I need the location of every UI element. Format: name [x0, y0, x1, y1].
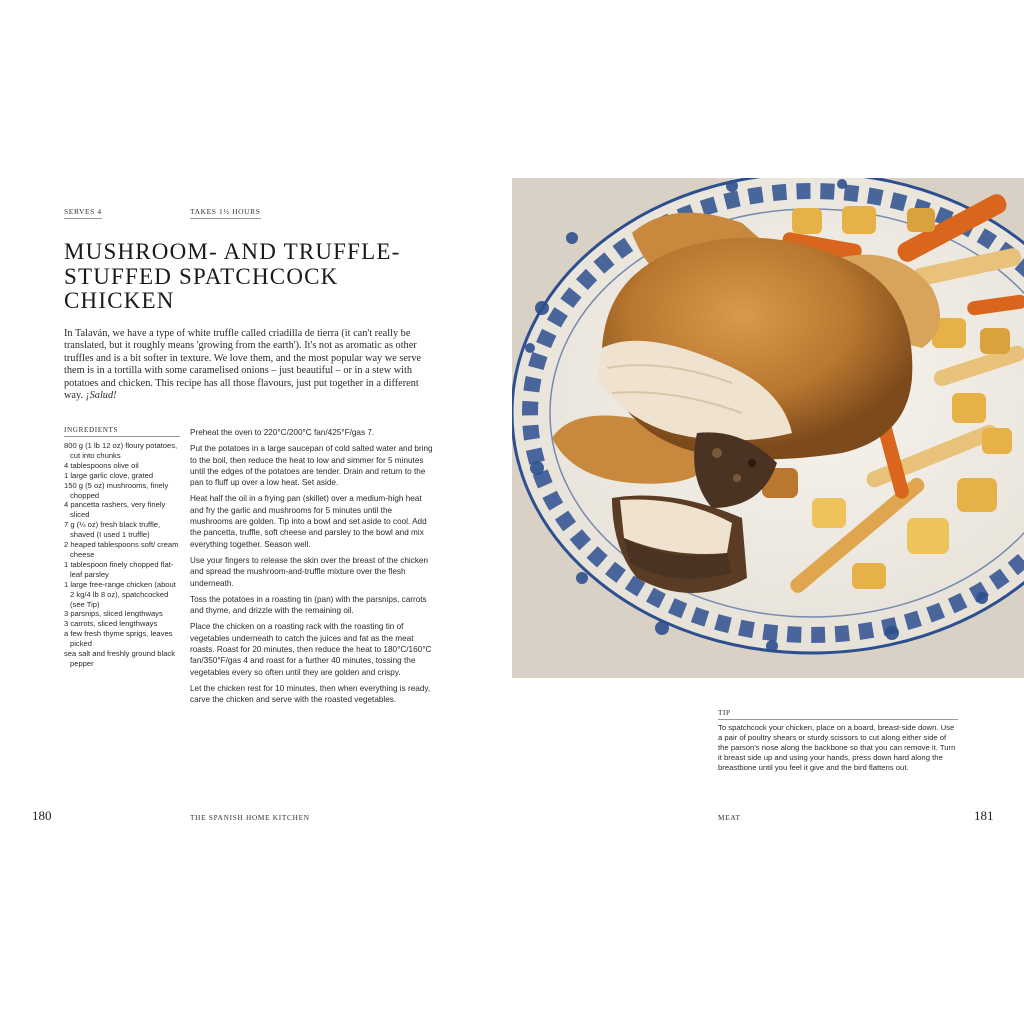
left-page-number: 180	[32, 808, 52, 823]
recipe-title-line: STUFFED SPATCHCOCK	[64, 263, 339, 289]
method-step: Heat half the oil in a frying pan (skillet) over a medium-high heat and fry the garlic and mushrooms for 5 minutes until the mushrooms are golden. Tip into a bowl and set aside to cool. Add the pancetta, truffle, soft cheese and parsley to the bowl and mix everything together. Season well.	[190, 494, 427, 549]
tip-heading: TIP	[718, 709, 958, 720]
method-step: Toss the potatoes in a roasting tin (pan) with the parsnips, carrots and thyme, and drizzle with the remaining oil.	[190, 594, 427, 616]
recipe-title-line: CHICKEN	[64, 288, 175, 313]
method-step: Preheat the oven to 220°C/200°C fan/425°F/gas 7.	[190, 428, 375, 437]
recipe-intro-salud: ¡Salud!	[85, 390, 117, 402]
time-label: TAKES 1½ HOURS	[190, 207, 261, 219]
book-title-running-head: THE SPANISH HOME KITCHEN	[190, 813, 310, 822]
recipe-title	[64, 240, 444, 314]
ingredient-item: 7 g (¼ oz) fresh black truffle, shaved (I used 1 truffle)	[64, 520, 161, 540]
serves-label: SERVES 4	[64, 207, 102, 219]
ingredient-item: 3 parsnips, sliced lengthways	[64, 609, 163, 619]
ingredient-item: sea salt and freshly ground black pepper	[64, 649, 176, 668]
roast-chicken-illustration	[512, 178, 1024, 678]
ingredient-item: a few fresh thyme sprigs, leaves picked	[64, 629, 173, 649]
ingredient-item: 1 large garlic clove, grated	[64, 470, 154, 480]
tip-text: To spatchcock your chicken, place on a board, breast-side down. Use a pair of poultry shears or sturdy scissors to cut along either side of the parson's nose along the backbone so that you can remove it. Turn it breast side up and using your hands, press down hard along the breastbone until you feel it give and the bird flattens out.	[718, 723, 956, 773]
method-step: Let the chicken rest for 10 minutes, then when everything is ready, carve the chicken and serve with the roasted vegetables.	[190, 683, 431, 705]
ingredient-item: 3 carrots, sliced lengthways	[64, 619, 158, 629]
method-step: Use your fingers to release the skin over the breast of the chicken and spread the mushroom-and-truffle mixture over the flesh underneath.	[190, 555, 429, 588]
ingredient-item: 150 g (5 oz) mushrooms, finely chopped	[64, 480, 169, 500]
recipe-intro	[64, 328, 434, 402]
ingredient-item: 1 tablespoon finely chopped flat-leaf parsley	[64, 559, 174, 579]
ingredient-item: 1 large free-range chicken (about 2 kg/4 lb 8 oz), spatchcocked (see Tip)	[64, 579, 176, 609]
right-page-number: 181	[974, 808, 994, 823]
method-step: Place the chicken on a roasting rack with the roasting tin of vegetables underneath to catch the juices and fat as the meat roasts. Roast for 20 minutes, then reduce the heat to 180°C/160°C fan/350°F/gas 4 and roast for a further 40 minutes, tossing the vegetables every so often until they are golden and crispy.	[190, 622, 432, 677]
ingredient-item: 2 heaped tablespoons soft/ cream cheese	[64, 540, 179, 559]
recipe-title-line: MUSHROOM- AND TRUFFLE-	[64, 239, 401, 264]
ingredients-heading: INGREDIENTS	[64, 426, 180, 437]
method-steps	[190, 427, 434, 711]
recipe-intro-text: In Talaván, we have a type of white truffle called criadilla de tierra (it can't really be translated, but it roughly means 'growing from the earth'). It's not as aromatic as other truffles and is a bit softer in texture. We love them, and the most popular way we serve them is in a tortilla with some caramelised onions – just beautiful – or in a stew with potatoes and chicken. This recipe has all those flavours, just put together in a different way.	[64, 328, 422, 402]
section-running-head: MEAT	[718, 813, 741, 822]
ingredients-list	[64, 441, 182, 669]
ingredient-item: 800 g (1 lb 12 oz) floury potatoes, cut into chunks	[64, 441, 178, 460]
ingredient-item: 4 pancetta rashers, very finely sliced	[64, 500, 166, 520]
method-step: Put the potatoes in a large saucepan of cold salted water and bring to the boil, then reduce the heat to low and simmer for 5 minutes until the edges of the potatoes are tender. Drain and return to the pan to fluff up over a low heat. Set aside.	[190, 444, 433, 488]
ingredient-item: 4 tablespoons olive oil	[64, 460, 139, 470]
recipe-photo	[512, 178, 1024, 678]
